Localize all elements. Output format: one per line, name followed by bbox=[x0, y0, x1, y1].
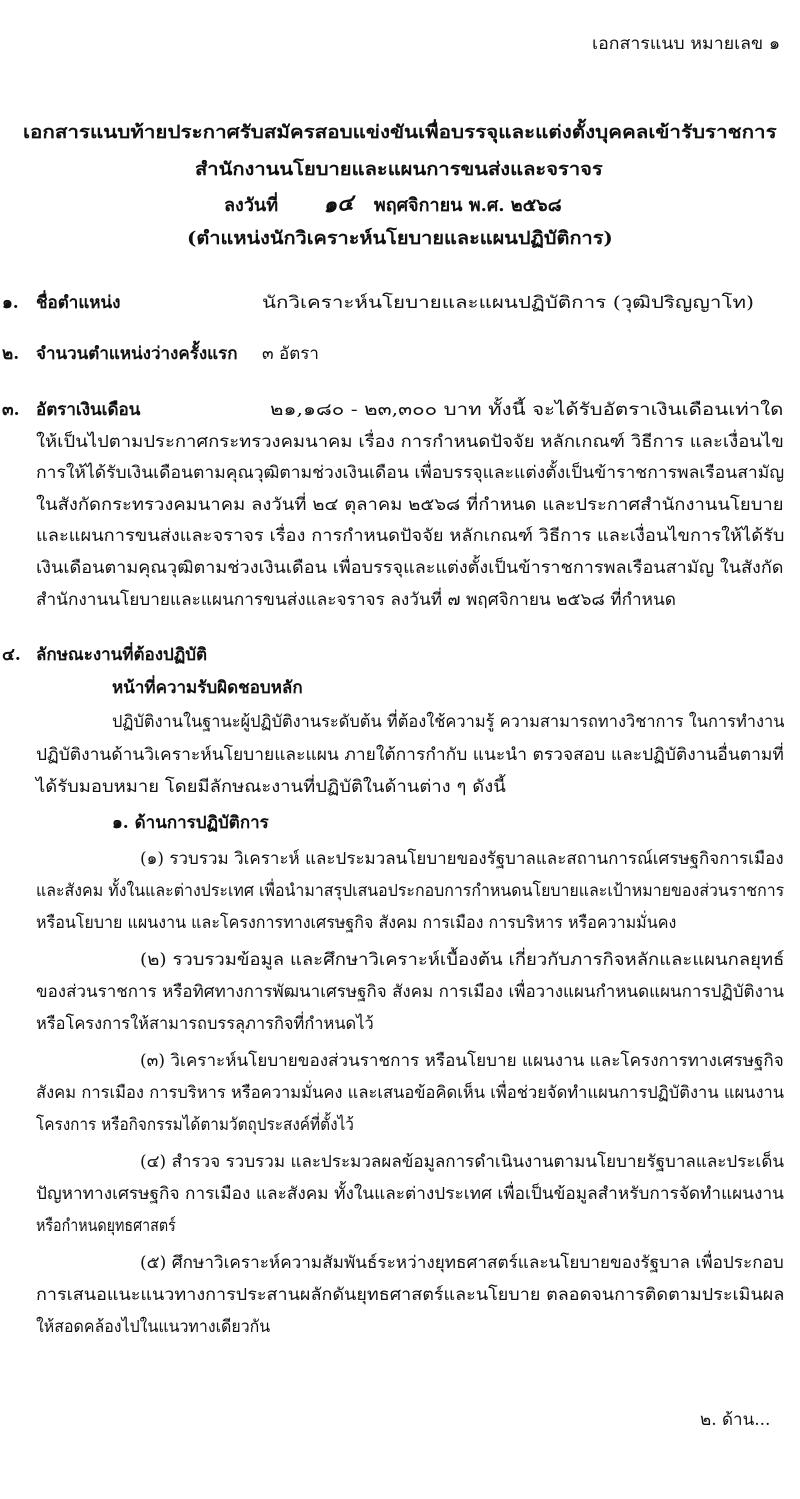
section-2-value: ๓ อัตรา bbox=[262, 344, 319, 364]
item-2-line-1: (๒) รวบรวมข้อมูล และศึกษาวิเคราะห์เบื้องต้น เกี่ยวกับภารกิจหลักและแผนกลยุทธ์ bbox=[140, 950, 785, 970]
section-3-number: ๓. bbox=[2, 400, 20, 420]
item-5-line-3: ให้สอดคล้องไปในแนวทางเดียวกัน bbox=[36, 1317, 271, 1337]
section-1-value: นักวิเคราะห์นโยบายและแผนปฏิบัติการ (วุฒิปริญญาโท) bbox=[262, 293, 755, 313]
item-5-line-1: (๕) ศึกษาวิเคราะห์ความสัมพันธ์ระหว่างยุทธศาสตร์และนโยบายของรัฐบาล เพื่อประกอบ bbox=[140, 1253, 784, 1273]
continuation-marker: ๒. ด้าน... bbox=[700, 1410, 771, 1430]
salary-line-1: ๒๑,๑๘๐ - ๒๓,๓๐๐ บาท ทั้งนี้ จะได้รับอัตราเงินเดือนเท่าใด bbox=[270, 400, 784, 420]
position-subtitle: (ตำแหน่งนักวิเคราะห์นโยบายและแผนปฏิบัติการ) bbox=[187, 228, 613, 249]
duties-para-line-1: ปฏิบัติงานในฐานะผู้ปฏิบัติงานระดับต้น ที่ต้องใช้ความรู้ ความสามารถทางวิชาการ ในการทำงาน bbox=[112, 712, 785, 732]
item-4-line-1: (๔) สำรวจ รวบรวม และประมวลผลข้อมูลการดำเนินงานตามนโยบายรัฐบาลและประเด็น bbox=[140, 1152, 785, 1172]
main-duties-heading: หน้าที่ความรับผิดชอบหลัก bbox=[112, 678, 303, 698]
section-4-number: ๔. bbox=[2, 645, 21, 665]
section-1-number: ๑. bbox=[2, 293, 19, 313]
salary-line-7: สำนักงานนโยบายและแผนการขนส่งและจราจร ลงวันที่ ๗ พฤศจิกายน ๒๕๖๘ ที่กำหนด bbox=[36, 590, 676, 610]
section-3-label: อัตราเงินเดือน bbox=[36, 400, 141, 420]
item-3-line-1: (๓) วิเคราะห์นโยบายของส่วนราชการ หรือนโยบาย แผนงาน และโครงการทางเศรษฐกิจ bbox=[140, 1051, 784, 1071]
operations-area-heading: ๑. ด้านการปฏิบัติการ bbox=[112, 813, 269, 833]
date-day-handwritten: ๑๔ bbox=[321, 190, 355, 219]
item-5-line-2: การเสนอแนะแนวทางการประสานผลักดันยุทธศาสตร์และนโยบาย ตลอดจนการติดตามประเมินผล bbox=[36, 1285, 785, 1305]
item-1-line-2: และสังคม ทั้งในและต่างประเทศ เพื่อนำมาสรุปเสนอประกอบการกำหนดนโยบายและเป้าหมายของส่วนราชการ bbox=[36, 881, 785, 901]
item-2-line-2: ของส่วนราชการ หรือทิศทางการพัฒนาเศรษฐกิจ สังคม การเมือง เพื่อวางแผนกำหนดแผนการปฏิบัติงาน bbox=[36, 982, 785, 1002]
salary-line-2: ให้เป็นไปตามประกาศกระทรวงคมนาคม เรื่อง การกำหนดปัจจัย หลักเกณฑ์ วิธีการ และเงื่อนไข bbox=[36, 432, 784, 452]
item-1-line-3: หรือนโยบาย แผนงาน และโครงการทางเศรษฐกิจ สังคม การเมือง การบริหาร หรือความมั่นคง bbox=[36, 913, 677, 933]
date-prefix: ลงวันที่ bbox=[224, 195, 279, 216]
announcement-date bbox=[224, 190, 562, 219]
item-4-line-3: หรือกำหนดยุทธศาสตร์ bbox=[36, 1216, 176, 1236]
section-1-label: ชื่อตำแหน่ง bbox=[36, 293, 121, 313]
item-4-line-2: ปัญหาทางเศรษฐกิจ การเมือง และสังคม ทั้งในและต่างประเทศ เพื่อเป็นข้อมูลสำหรับการจัดทำแผนงาน bbox=[36, 1184, 784, 1204]
item-1-line-1: (๑) รวบรวม วิเคราะห์ และประมวลนโยบายของรัฐบาลและสถานการณ์เศรษฐกิจการเมือง bbox=[140, 849, 784, 869]
section-2-label: จำนวนตำแหน่งว่างครั้งแรก bbox=[36, 344, 238, 364]
salary-line-6: เงินเดือนตามคุณวุฒิตามช่วงเงินเดือน เพื่อบรรจุและแต่งตั้งเป็นข้าราชการพลเรือนสามัญ ในสังกัด bbox=[36, 558, 784, 578]
duties-para-line-2: ปฏิบัติงานด้านวิเคราะห์นโยบายและแผน ภายใต้การกำกับ แนะนำ ตรวจสอบ และปฏิบัติงานอื่นตามที่ bbox=[36, 745, 784, 765]
duties-para-line-3: ได้รับมอบหมาย โดยมีลักษณะงานที่ปฏิบัติในด้านต่าง ๆ ดังนี้ bbox=[36, 777, 506, 797]
agency-name: สำนักงานนโยบายและแผนการขนส่งและจราจร bbox=[195, 159, 603, 180]
item-3-line-3: โครงการ หรือกิจกรรมได้ตามวัตถุประสงค์ที่ตั้งไว้ bbox=[36, 1115, 354, 1135]
section-2-number: ๒. bbox=[2, 344, 20, 364]
salary-line-4: ในสังกัดกระทรวงคมนาคม ลงวันที่ ๒๔ ตุลาคม ๒๕๖๘ ที่กำหนด และประกาศสำนักงานนโยบาย bbox=[36, 495, 784, 515]
section-4-label: ลักษณะงานที่ต้องปฏิบัติ bbox=[36, 645, 208, 665]
item-3-line-2: สังคม การเมือง การบริหาร หรือความมั่นคง และเสนอข้อคิดเห็น เพื่อช่วยจัดทำแผนการปฏิบัติงาน แผนงาน bbox=[36, 1083, 785, 1103]
item-2-line-3: หรือโครงการให้สามารถบรรลุภารกิจที่กำหนดไว้ bbox=[36, 1014, 374, 1034]
salary-line-5: และแผนการขนส่งและจราจร เรื่อง การกำหนดปัจจัย หลักเกณฑ์ วิธีการ และเงื่อนไขการให้ได้รับ bbox=[36, 526, 785, 546]
announcement-title: เอกสารแนบท้ายประกาศรับสมัครสอบแข่งขันเพื่อบรรจุและแต่งตั้งบุคคลเข้ารับราชการ bbox=[23, 122, 777, 143]
attachment-number: เอกสารแนบ หมายเลข ๑ bbox=[592, 34, 781, 54]
salary-line-3: การให้ได้รับเงินเดือนตามคุณวุฒิตามช่วงเงินเดือน เพื่อบรรจุและแต่งตั้งเป็นข้าราชการพลเรือนสามัญ bbox=[36, 463, 785, 483]
date-rest: พฤศจิกายน พ.ศ. ๒๕๖๘ bbox=[373, 195, 562, 216]
